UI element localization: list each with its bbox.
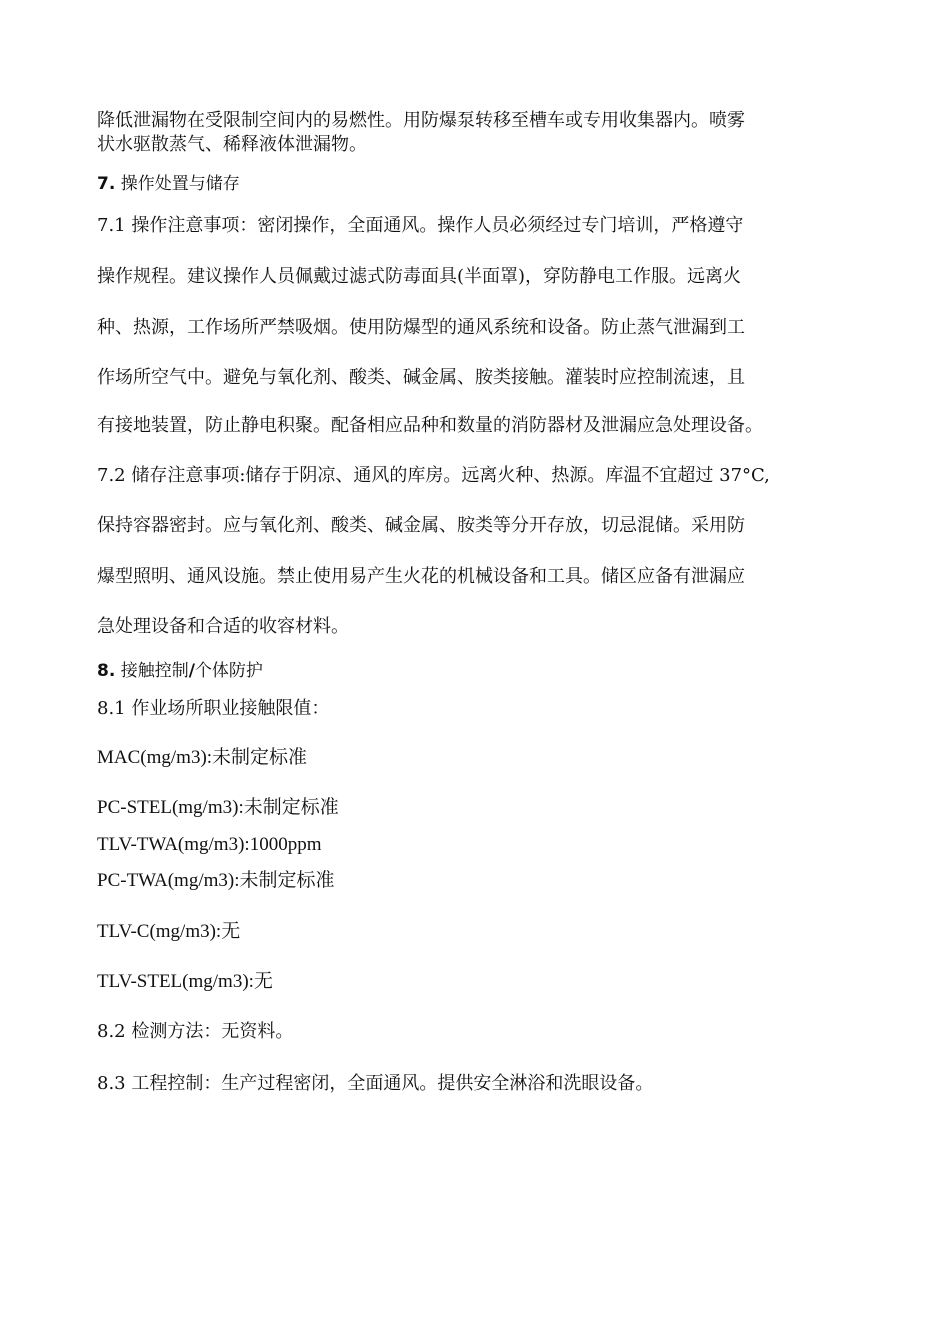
p82-line: 8.2 检测方法：无资料。 (97, 1021, 294, 1042)
limit-tlv-twa: TLV-TWA(mg/m3):1000ppm (97, 834, 322, 855)
p71-line-3: 种、热源，工作场所严禁吸烟。使用防爆型的通风系统和设备。防止蒸气泄漏到工 (97, 317, 745, 338)
limit-mac: MAC(mg/m3):未制定标准 (97, 747, 308, 768)
section-8-heading (97, 659, 263, 683)
p83-line: 8.3 工程控制：生产过程密闭，全面通风。提供安全淋浴和洗眼设备。 (97, 1073, 654, 1094)
section-8-title-a: 接触控制 (120, 661, 189, 681)
section-7-title: 操作处置与储存 (120, 174, 240, 194)
limit-pc-stel: PC-STEL(mg/m3):未制定标准 (97, 797, 339, 818)
limit-pc-twa: PC-TWA(mg/m3):未制定标准 (97, 870, 335, 891)
section-8-number: 8. (97, 661, 116, 681)
section-8-title-b: 个体防护 (194, 661, 263, 681)
limit-tlv-c: TLV-C(mg/m3):无 (97, 921, 241, 942)
intro-line-1: 降低泄漏物在受限制空间内的易燃性。用防爆泵转移至槽车或专用收集器内。喷雾 (97, 110, 745, 131)
p72-line-4: 急处理设备和合适的收容材料。 (97, 616, 349, 637)
p71-line-5: 有接地装置，防止静电积聚。配备相应品种和数量的消防器材及泄漏应急处理设备。 (97, 415, 763, 436)
section-7-heading (97, 172, 240, 196)
p72-line-1: 7.2 储存注意事项:储存于阴凉、通风的库房。远离火种、热源。库温不宜超过 37°C, (97, 465, 770, 486)
p72-line-3: 爆型照明、通风设施。禁止使用易产生火花的机械设备和工具。储区应备有泄漏应 (97, 566, 745, 587)
section-7-number: 7. (97, 174, 116, 194)
p71-line-1: 7.1 操作注意事项：密闭操作，全面通风。操作人员必须经过专门培训，严格遵守 (97, 215, 744, 236)
limit-tlv-stel: TLV-STEL(mg/m3):无 (97, 971, 273, 992)
p81-line: 8.1 作业场所职业接触限值： (97, 698, 330, 719)
intro-line-2: 状水驱散蒸气、稀释液体泄漏物。 (97, 134, 367, 155)
section-8-title-slash: / (188, 661, 195, 681)
p71-line-2: 操作规程。建议操作人员佩戴过滤式防毒面具(半面罩)，穿防静电工作服。远离火 (97, 266, 742, 287)
p72-line-2: 保持容器密封。应与氧化剂、酸类、碱金属、胺类等分开存放，切忌混储。采用防 (97, 515, 745, 536)
p71-line-4: 作场所空气中。避免与氧化剂、酸类、碱金属、胺类接触。灌装时应控制流速，且 (97, 367, 745, 388)
